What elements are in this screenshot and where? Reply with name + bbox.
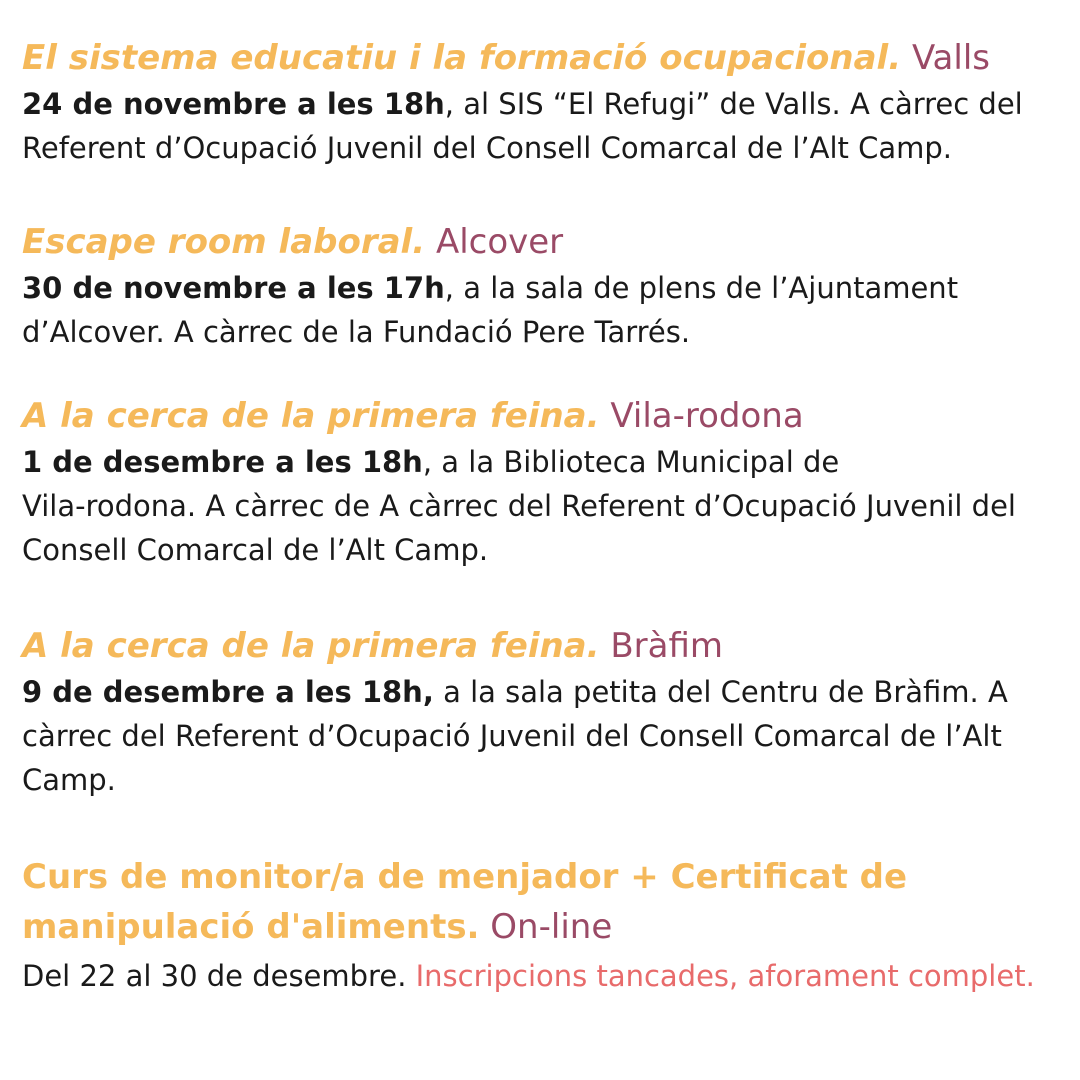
event-name: manipulació d'aliments.: [22, 907, 480, 947]
event-title: [22, 626, 1062, 666]
event-item: [22, 626, 1062, 802]
event-name: A la cerca de la primera feina.: [22, 396, 600, 436]
event-details: [22, 266, 1062, 354]
event-name: El sistema educatiu i la formació ocupacional.: [22, 38, 902, 78]
event-date: 24 de novembre a les 18h: [22, 87, 445, 121]
event-location: Valls: [911, 38, 990, 78]
event-title: [22, 852, 1062, 952]
event-details-text: càrrec del Referent d’Ocupació Juvenil del Consell Comarcal de l’Alt: [22, 719, 1002, 753]
event-details: [22, 440, 1062, 572]
event-title: [22, 38, 1062, 78]
event-date: Del 22 al 30 de desembre.: [22, 959, 407, 993]
event-details-text: d’Alcover. A càrrec de la Fundació Pere Tarrés.: [22, 315, 691, 349]
event-details-text: , a la Biblioteca Municipal de: [422, 445, 840, 479]
event-details-text: , a la sala de plens de l’Ajuntament: [444, 271, 959, 305]
event-location: Vila-rodona: [610, 396, 804, 436]
event-date: 1 de desembre a les 18h: [22, 445, 423, 479]
event-details-text: Consell Comarcal de l’Alt Camp.: [22, 533, 489, 567]
event-details-text: Vila-rodona. A càrrec de A càrrec del Referent d’Ocupació Juvenil del: [22, 489, 1016, 523]
event-name: Curs de monitor/a de menjador + Certificat de: [22, 857, 908, 897]
event-location: Alcover: [435, 222, 564, 262]
event-item: [22, 38, 1062, 170]
event-details-text: a la sala petita del Centru de Bràfim. A: [433, 675, 1008, 709]
event-details: [22, 670, 1062, 802]
registration-closed-notice: Inscripcions tancades, aforament complet.: [415, 959, 1035, 993]
event-date: 30 de novembre a les 17h: [22, 271, 445, 305]
event-item: [22, 396, 1062, 572]
event-details-text: Referent d’Ocupació Juvenil del Consell Comarcal de l’Alt Camp.: [22, 131, 952, 165]
event-details-text: , al SIS “El Refugi” de Valls. A càrrec del: [444, 87, 1023, 121]
event-details: [22, 82, 1062, 170]
event-item: [22, 852, 1062, 998]
event-title: [22, 222, 1062, 262]
event-item: [22, 222, 1062, 354]
event-details: [22, 954, 1062, 998]
event-name: A la cerca de la primera feina.: [22, 626, 600, 666]
event-details-text: Camp.: [22, 763, 116, 797]
event-date: 9 de desembre a les 18h,: [22, 675, 434, 709]
event-location: Bràfim: [610, 626, 724, 666]
event-location: On-line: [490, 907, 613, 947]
event-name: Escape room laboral.: [22, 222, 426, 262]
event-title: [22, 396, 1062, 436]
